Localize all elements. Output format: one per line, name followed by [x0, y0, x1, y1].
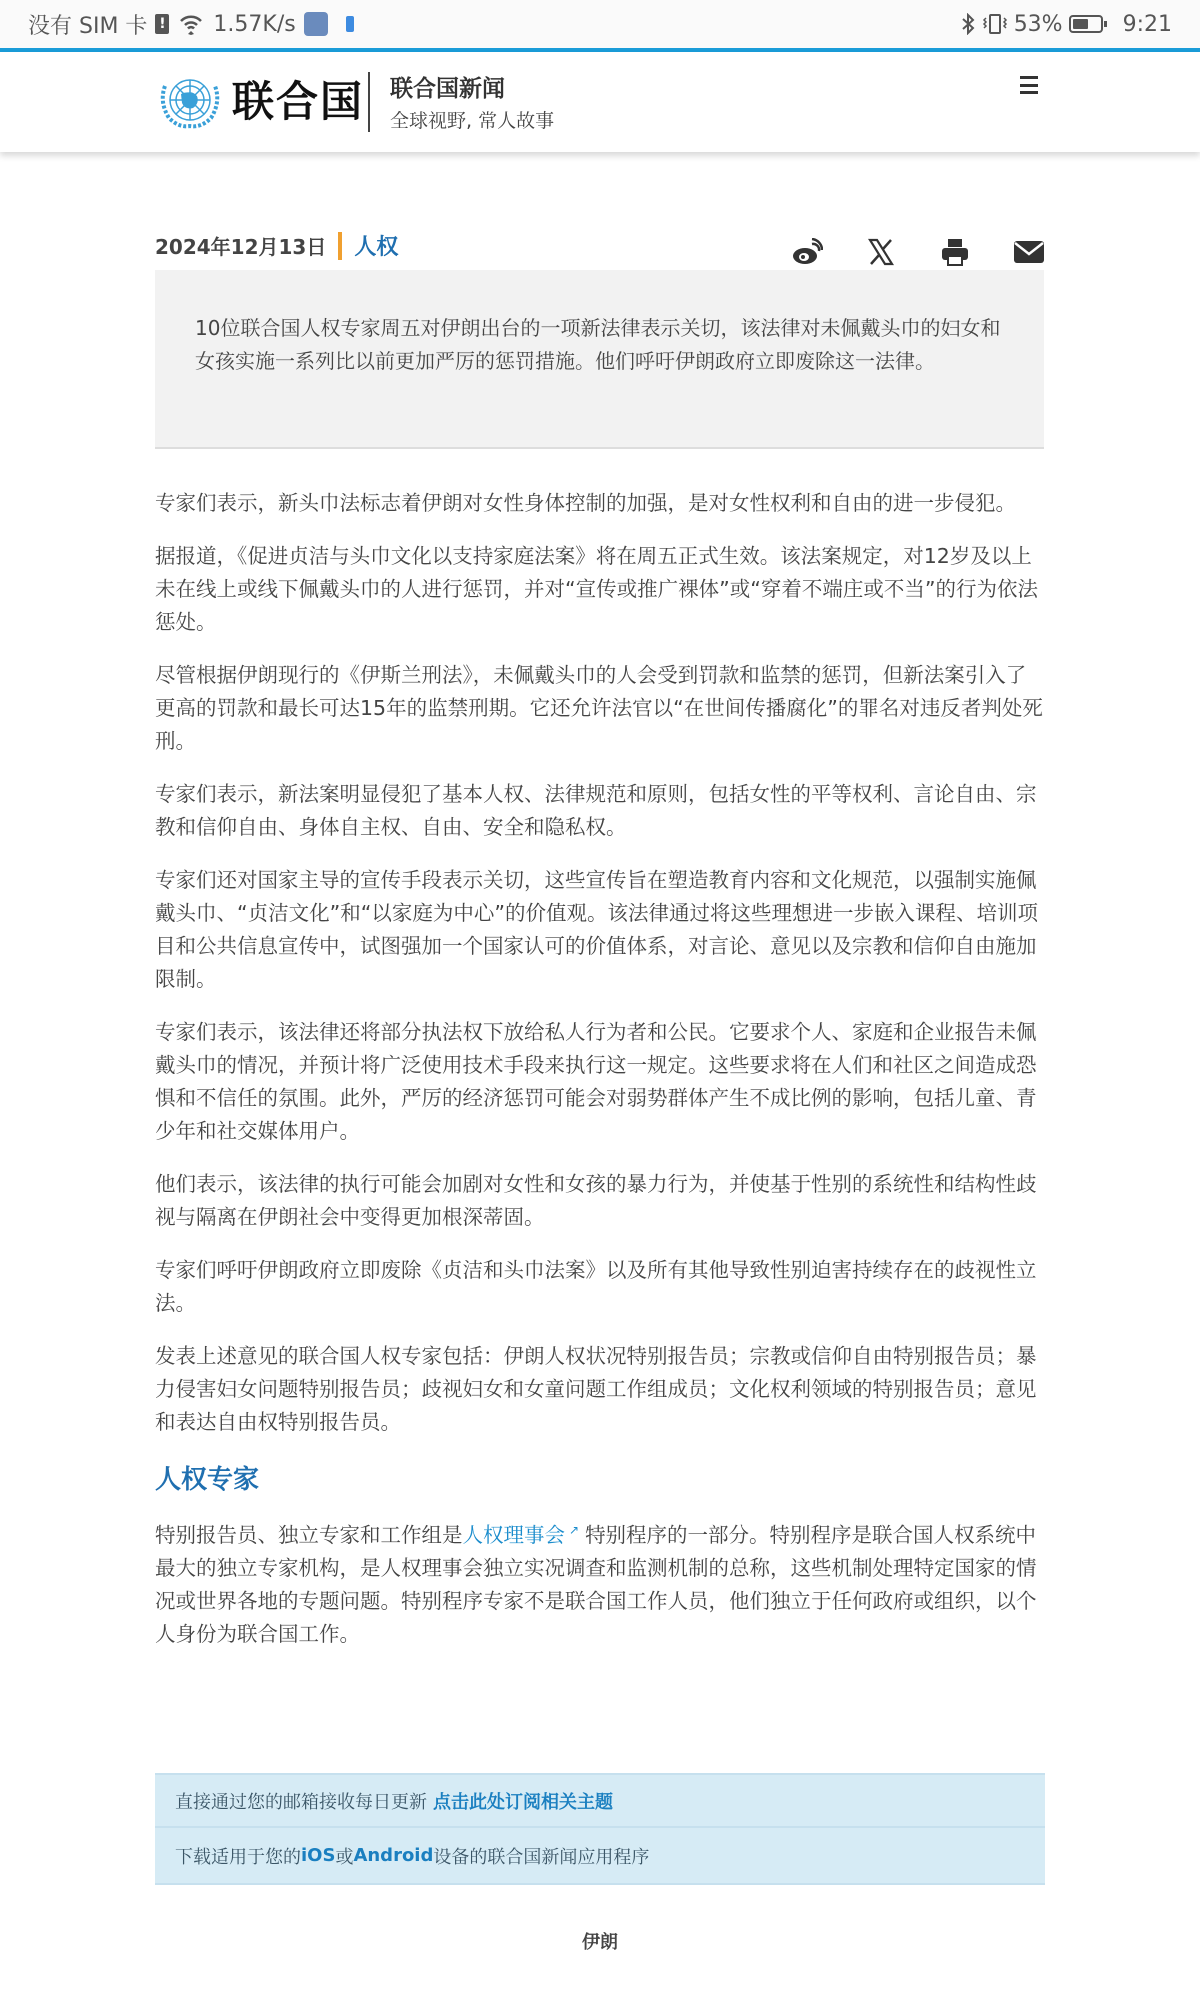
category-divider [338, 232, 342, 260]
paragraph: 尽管根据伊朗现行的《伊斯兰刑法》，未佩戴头巾的人会受到罚款和监禁的惩罚，但新法案引入了更高的罚款和最长可达15年的监禁刑期。它还允许法官以“在世间传播腐化”的罪名对违反者判处死刑。 [155, 663, 1043, 753]
menu-line [1020, 91, 1038, 94]
app-notification-icon [304, 12, 328, 36]
category-link[interactable]: 人权 [354, 235, 399, 260]
app-download-suffix: 设备的联合国新闻应用程序 [433, 1846, 650, 1868]
wifi-icon [177, 13, 205, 35]
sim-alert-icon: ! [155, 14, 169, 34]
weibo-share-button[interactable] [770, 234, 844, 274]
un-emblem-icon[interactable] [155, 72, 225, 132]
article-meta [155, 230, 398, 261]
paragraph: 专家们还对国家主导的宣传手段表示关切，这些宣传旨在塑造教育内容和文化规范，以强制实施佩戴头巾、“贞洁文化”和“以家庭为中心”的价值观。该法律通过将这些理想进一步嵌入课程、培训项目和公共信息宣传中，试图强加一个国家认可的价值体系，对言论、意见以及宗教和信仰自由施加限制。 [155, 868, 1038, 991]
app-notification-icon-2 [346, 16, 354, 32]
paragraph: 发表上述意见的联合国人权专家包括：伊朗人权状况特别报告员；宗教或信仰自由特别报告员；暴力侵害妇女问题特别报告员；歧视妇女和女童问题工作组成员；文化权利领域的特别报告员；意见和表达自由权特别报告员。 [155, 1344, 1037, 1434]
experts-text-start: 特别报告员、独立专家和工作组是 [155, 1522, 463, 1547]
print-button[interactable] [918, 234, 992, 274]
menu-line [1020, 76, 1038, 79]
vibrate-icon [982, 13, 1008, 35]
email-subscribe-link[interactable]: 点击此处订阅相关主题 [433, 1791, 613, 1813]
email-subscribe-text: 直接通过您的邮箱接收每日更新 [175, 1791, 427, 1813]
paragraph: 据报道，《促进贞洁与头巾文化以支持家庭法案》将在周五正式生效。该法案规定，对12岁及以上未在线上或线下佩戴头巾的人进行惩罚，并对“宣传或推广裸体”或“穿着不端庄或不当”的行为依法惩处。 [155, 544, 1038, 634]
menu-line [1020, 84, 1038, 87]
header-divider [368, 72, 370, 132]
bluetooth-icon [960, 13, 976, 35]
experts-paragraph [155, 1514, 1044, 1651]
hamburger-menu-button[interactable] [1020, 76, 1038, 94]
email-share-button[interactable] [992, 234, 1066, 274]
external-link-icon: ↗ [569, 1523, 580, 1537]
print-icon [940, 238, 970, 270]
clock: 9:21 [1122, 11, 1172, 37]
site-header [0, 52, 1200, 152]
subscribe-box [155, 1773, 1045, 1885]
paragraph: 专家们呼吁伊朗政府立即废除《贞洁和头巾法案》以及所有其他导致性别迫害持续存在的歧视性立法。 [155, 1258, 1037, 1315]
article-summary [155, 270, 1044, 449]
weibo-icon [791, 238, 823, 270]
paragraph: 他们表示，该法律的执行可能会加剧对女性和女孩的暴力行为，并使基于性别的系统性和结构性歧视与隔离在伊朗社会中变得更加根深蒂固。 [155, 1172, 1037, 1229]
carrier-label: 没有 SIM 卡 [28, 13, 148, 39]
email-icon [1013, 239, 1045, 269]
topic-tag[interactable]: 伊朗 [582, 1932, 618, 1953]
app-download-row [155, 1828, 1045, 1885]
experts-heading: 人权专家 [155, 1465, 260, 1495]
network-speed: 1.57K/s [213, 11, 296, 37]
summary-text: 10位联合国人权专家周五对伊朗出台的一项新法律表示关切，该法律对未佩戴头巾的妇女和女孩实施一系列比以前更加严厉的惩罚措施。他们呼吁伊朗政府立即废除这一法律。 [195, 316, 1001, 373]
news-tagline: 全球视野, 常人故事 [390, 110, 555, 132]
publish-date: 2024年12月13日 [155, 235, 327, 259]
x-icon [867, 238, 895, 270]
ios-app-link[interactable]: iOS [301, 1845, 336, 1866]
paragraph: 专家们表示，新法案明显侵犯了基本人权、法律规范和原则，包括女性的平等权利、言论自由、宗教和信仰自由、身体自主权、自由、安全和隐私权。 [155, 782, 1037, 839]
email-subscribe-row [155, 1775, 1045, 1828]
share-toolbar [770, 234, 1066, 274]
experts-text-end: 特别程序的一部分。特别程序是联合国人权系统中最大的独立专家机构，是人权理事会独立实况调查和监测机制的总称，这些机制处理特定国家的情况或世界各地的专题问题。特别程序专家不是联合国工作人员，他们独立于任何政府或组织，以个人身份为联合国工作。 [155, 1522, 1037, 1646]
android-app-link[interactable]: Android [353, 1845, 434, 1866]
paragraph: 专家们表示，该法律还将部分执法权下放给私人行为者和公民。它要求个人、家庭和企业报告未佩戴头巾的情况，并预计将广泛使用技术手段来执行这一规定。这些要求将在人们和社区之间造成恐惧和不信任的氛围。此外，严厉的经济惩罚可能会对弱势群体产生不成比例的影响，包括儿童、青少年和社交媒体用户。 [155, 1020, 1037, 1143]
news-site-title[interactable]: 联合国新闻 [390, 76, 505, 102]
x-share-button[interactable] [844, 234, 918, 274]
article-body [155, 487, 1044, 1671]
paragraph: 专家们表示，新头巾法标志着伊朗对女性身体控制的加强，是对女性权利和自由的进一步侵犯。 [155, 491, 1016, 515]
or-text: 或 [335, 1846, 354, 1868]
hrc-link[interactable]: 人权理事会 [462, 1522, 565, 1547]
status-bar [0, 0, 1200, 48]
battery-percent: 53% [1013, 11, 1063, 37]
app-download-prefix: 下载适用于您的 [175, 1846, 301, 1868]
battery-icon [1069, 15, 1103, 33]
un-brand-name[interactable]: 联合国 [232, 77, 365, 126]
